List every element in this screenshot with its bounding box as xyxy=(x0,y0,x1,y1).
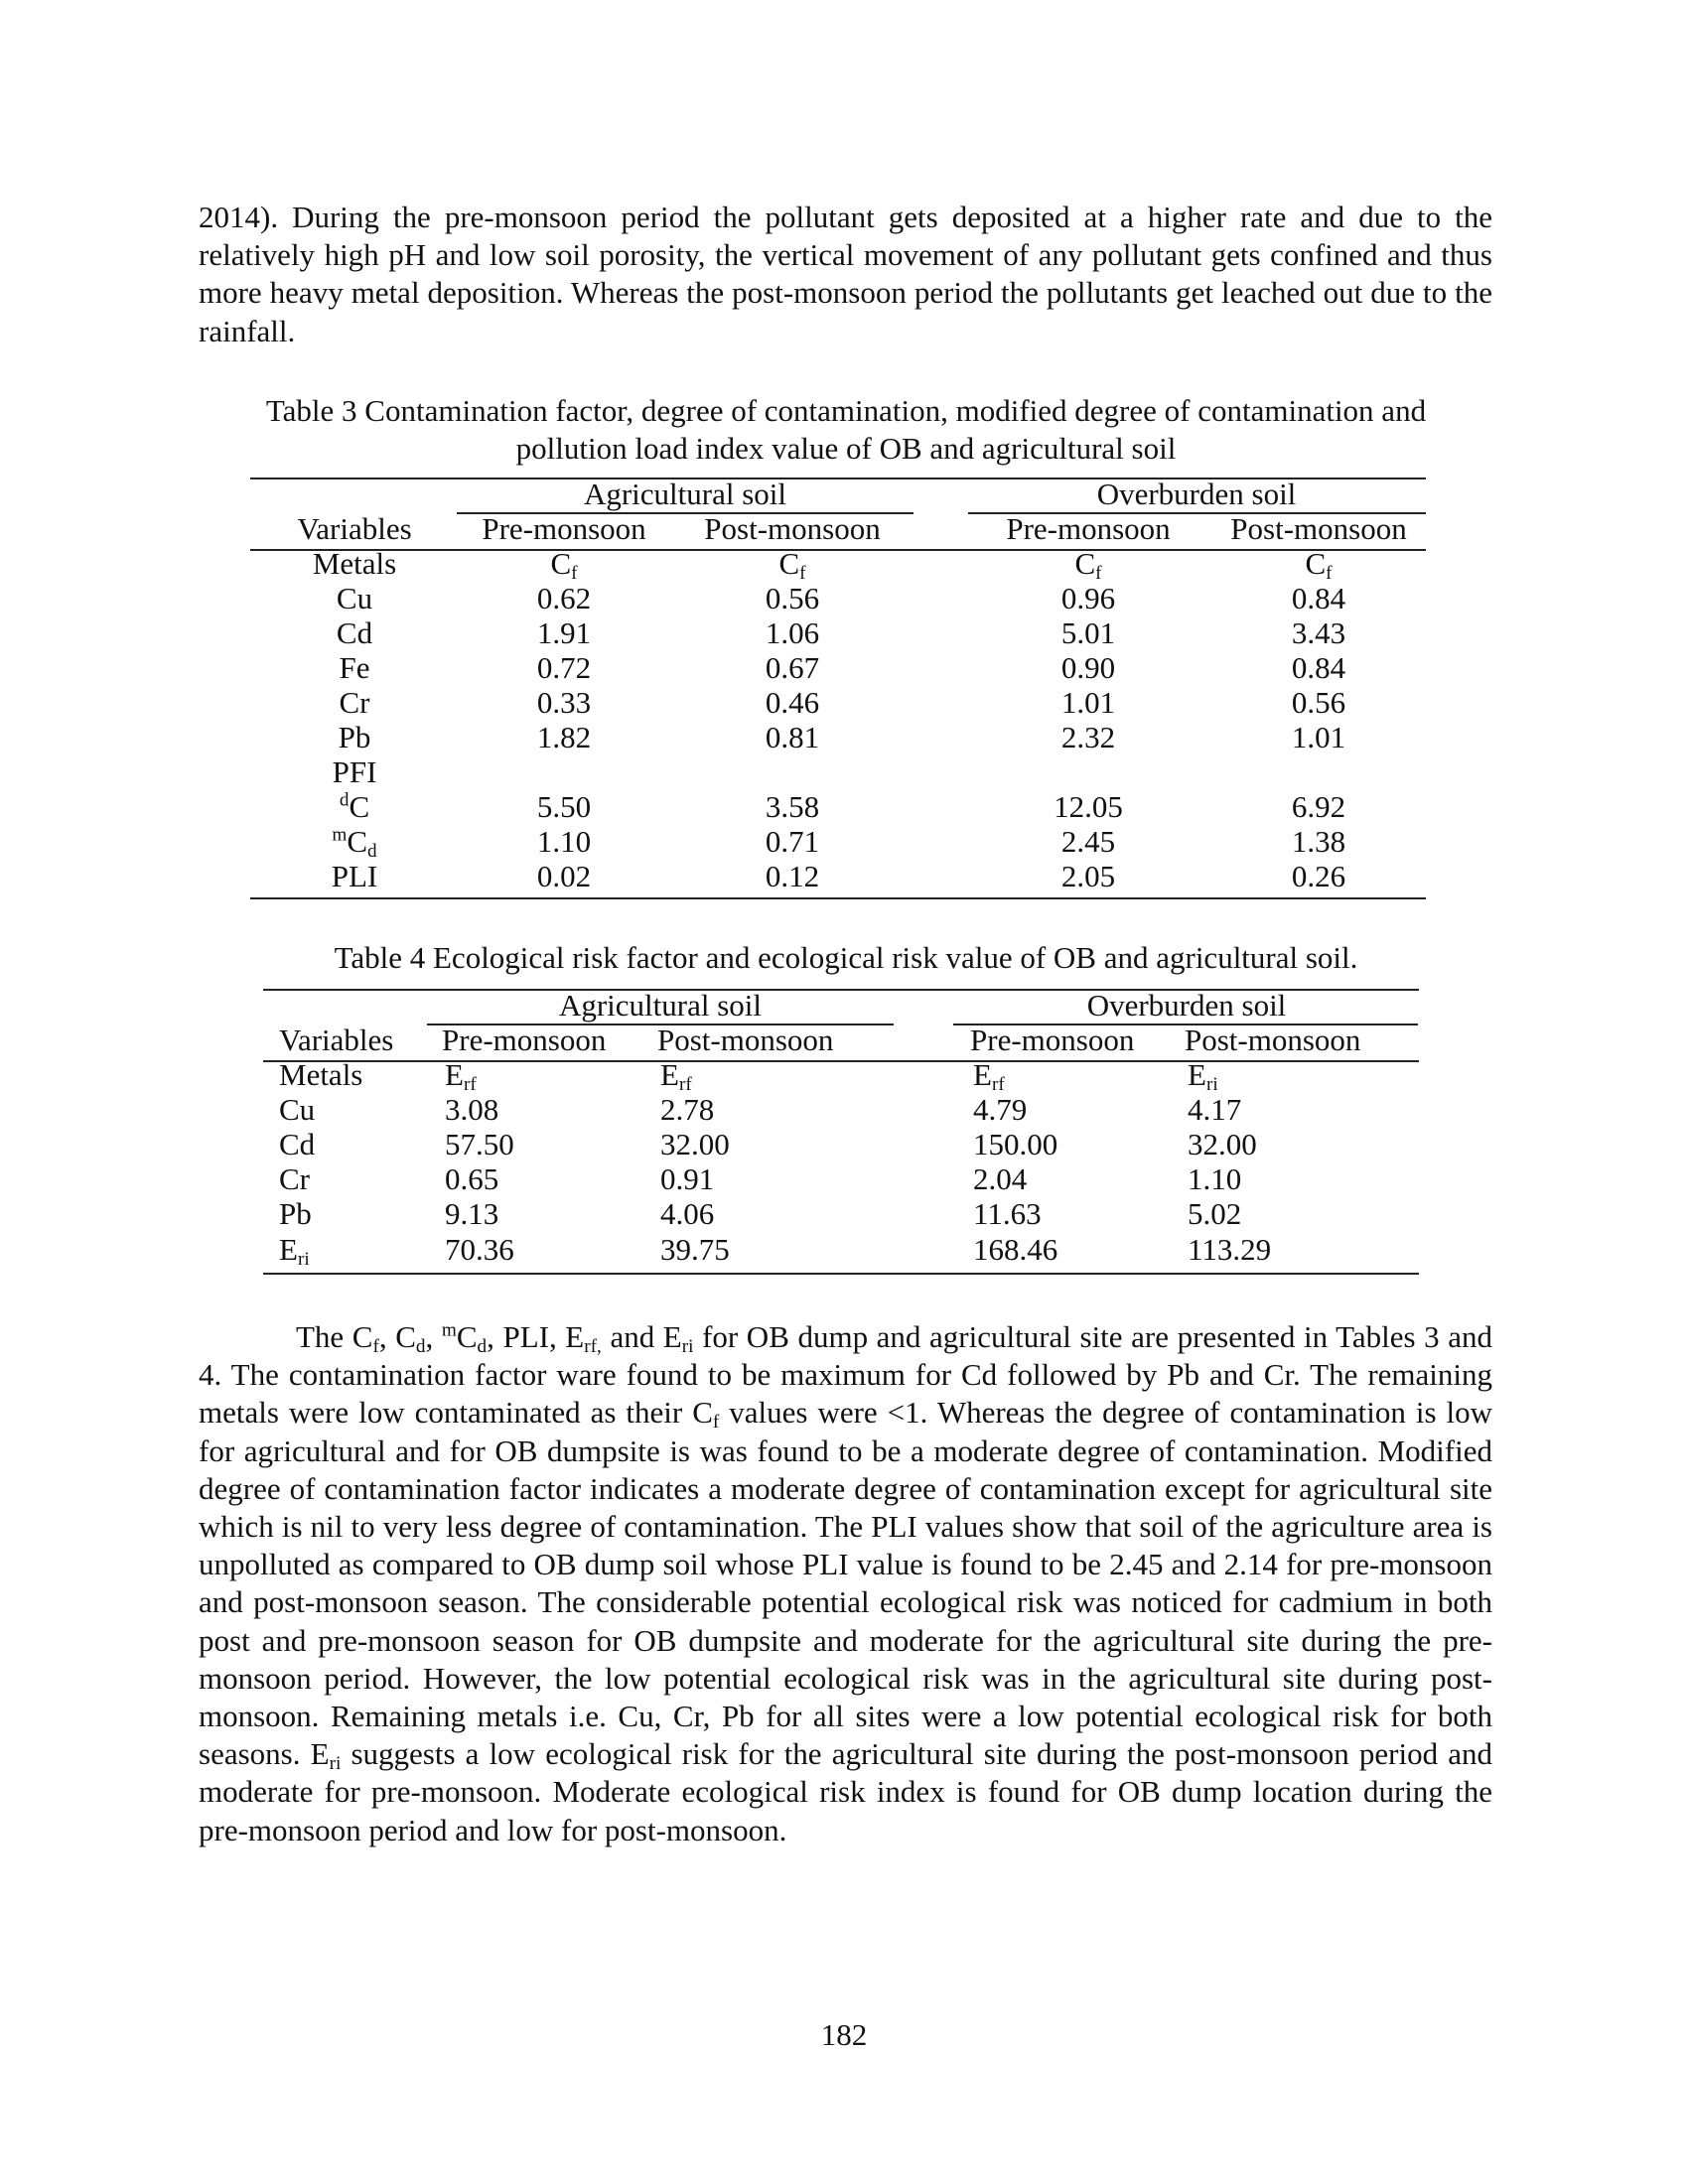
table4-cell: 3.08 xyxy=(445,1092,499,1127)
table3-cell: 1.82 xyxy=(536,720,592,754)
table3-cell: 5.50 xyxy=(536,789,592,824)
table3-cell: 5.01 xyxy=(1060,615,1116,650)
table3-cell: 0.84 xyxy=(1291,650,1346,685)
table4-cell: 32.00 xyxy=(660,1127,730,1161)
table3-caption xyxy=(159,392,1533,468)
table4-eri-label: $E_{ri}$ xyxy=(279,1232,310,1270)
table3-cell: 2.32 xyxy=(1060,720,1116,754)
table3-cell: 3.58 xyxy=(765,789,820,824)
table3-cell: 0.72 xyxy=(536,650,592,685)
table4-cell: 5.02 xyxy=(1188,1196,1242,1231)
table3-cell: 0.90 xyxy=(1060,650,1116,685)
table3-cell: 2.45 xyxy=(1060,824,1116,859)
table3-cell: 0.81 xyxy=(765,720,820,754)
table4-cell: 11.63 xyxy=(973,1196,1042,1231)
table4-cell: 2.78 xyxy=(660,1092,715,1127)
table4-erf-header: $E_{rf}$ xyxy=(660,1057,692,1095)
table3-cf-header: $C_f$ xyxy=(1074,546,1102,584)
table3-cell: 6.92 xyxy=(1291,789,1346,824)
table4-cell: 9.13 xyxy=(445,1196,499,1231)
table4-cell: 113.29 xyxy=(1188,1232,1272,1267)
table3-cell: 0.71 xyxy=(765,824,820,859)
table4-cell: 57.50 xyxy=(445,1127,514,1161)
table3-cell: 0.84 xyxy=(1291,581,1346,615)
table4-erf-header: $E_{rf}$ xyxy=(445,1057,477,1095)
table3-caption-line1: Table 3 Contamination factor, degree of contamination, modified degree of contamination and xyxy=(265,393,1427,428)
discussion-paragraph: The $C_f$, $C_d$, $^mC_d$, PLI, $E_{rf,}$ and $E_{ri}$ for OB dump and agricultural site are presented in Tables 3 and 4. The contamination factor ware found to be maximum for Cd followed by Pb and Cr. The remaining metals were low contaminated as their $C_f$ values were <1. Whereas the degree of contamination is low for agricultural and for OB dumpsite is was found to be a moderate degree of contamination. Modified degree of contamination factor indicates a moderate degree of contamination except for agricultural site which is nil to very less degree of contamination. The PLI values show that soil of the agriculture area is unpolluted as compared to OB dump soil whose PLI value is found to be 2.45 and 2.14 for pre-monsoon and post-monsoon season. The considerable potential ecological risk was noticed for cadmium in both post and pre-monsoon season for OB dumpsite and moderate for the agricultural site during the pre-monsoon period. However, the low potential ecological risk was in the agricultural site during post-monsoon. Remaining metals i.e. Cu, Cr, Pb for all sites were a low potential ecological risk for both seasons. $E_{ri}$ suggests a low ecological risk for the agricultural site during the post-monsoon period and moderate for pre-monsoon. Moderate ecological risk index is found for OB dump location during the pre-monsoon period and low for post-monsoon. xyxy=(199,1319,1493,1847)
table3-cell: 2.05 xyxy=(1060,859,1116,893)
table3-col-variables: Variables xyxy=(297,511,412,546)
table4-cell: 0.65 xyxy=(445,1161,499,1196)
table3-cell: 1.06 xyxy=(765,615,820,650)
table4-cell: 4.06 xyxy=(660,1196,715,1231)
table4-eri-header: $E_{ri}$ xyxy=(1188,1057,1218,1095)
table4-bottom-rule xyxy=(263,1273,1419,1275)
table3-row-label: Cd xyxy=(336,615,373,650)
table3-cell: 1.38 xyxy=(1291,824,1346,859)
table4-col-ob-post: Post-monsoon xyxy=(1185,1023,1361,1057)
table4-col-agri-post: Post-monsoon xyxy=(657,1023,834,1057)
table4-row-label: Pb xyxy=(279,1196,312,1231)
table4-col-variables: Variables xyxy=(279,1023,394,1057)
table3-pfi-label: PFI xyxy=(332,754,377,789)
table4-caption: Table 4 Ecological risk factor and ecological risk value of OB and agricultural soil. xyxy=(334,940,1358,975)
table4-group-agricultural: Agricultural soil xyxy=(558,988,763,1023)
table3-cell: 1.10 xyxy=(536,824,592,859)
table3-cell: 1.01 xyxy=(1291,720,1346,754)
table3-group-overburden: Overburden soil xyxy=(1096,477,1297,511)
table4-row-label: Cr xyxy=(279,1161,310,1196)
table3-row-label: Fe xyxy=(339,650,370,685)
table4-metals-label: Metals xyxy=(279,1057,363,1092)
table4-cell: 2.04 xyxy=(973,1161,1028,1196)
table4-erf-header: $E_{rf}$ xyxy=(973,1057,1005,1095)
table4-cell: 1.10 xyxy=(1188,1161,1242,1196)
table3-pli-label: PLI xyxy=(331,859,378,893)
table4-cell: 168.46 xyxy=(973,1232,1058,1267)
table4-cell: 4.17 xyxy=(1188,1092,1242,1127)
table4-row-label: Cu xyxy=(279,1092,316,1127)
table3-cell: 0.46 xyxy=(765,685,820,720)
table3-row-label: Cu xyxy=(336,581,373,615)
page-number: 182 xyxy=(820,2017,868,2052)
table3-col-agri-pre: Pre-monsoon xyxy=(482,511,646,546)
table3-group-agricultural: Agricultural soil xyxy=(583,477,787,511)
table3-metals-label: Metals xyxy=(312,546,397,581)
table3-cell: 0.26 xyxy=(1291,859,1346,893)
table3-cell: 0.96 xyxy=(1060,581,1116,615)
table3-cell: 0.12 xyxy=(765,859,820,893)
table3-mcd-label: $^mC_d$ xyxy=(332,824,377,862)
table3-cell: 1.01 xyxy=(1060,685,1116,720)
table3-cell: 1.91 xyxy=(536,615,592,650)
table3-cell: 0.02 xyxy=(536,859,592,893)
table3-cell: 0.62 xyxy=(536,581,592,615)
table3-cf-header: $C_f$ xyxy=(778,546,806,584)
intro-paragraph: 2014). During the pre-monsoon period the pollutant gets deposited at a higher rate and due to the relatively high pH and low soil porosity, the vertical movement of any pollutant gets confined and thus more heavy metal deposition. Whereas the post-monsoon period the pollutants get leached out due to the rainfall. xyxy=(199,200,1492,348)
table3-cell: 0.33 xyxy=(536,685,592,720)
table4-group-overburden: Overburden soil xyxy=(1086,988,1287,1023)
table4-cell: 4.79 xyxy=(973,1092,1028,1127)
table3-cell: 12.05 xyxy=(1054,789,1123,824)
table3-bottom-rule xyxy=(250,897,1426,899)
table4-cell: 70.36 xyxy=(445,1232,514,1267)
table4-cell: 0.91 xyxy=(660,1161,715,1196)
table3-cell: 0.56 xyxy=(765,581,820,615)
table3-dc-label: $^d$C xyxy=(339,789,370,824)
table3-cf-header: $C_f$ xyxy=(550,546,578,584)
table3-cell: 3.43 xyxy=(1291,615,1346,650)
table3-col-ob-pre: Pre-monsoon xyxy=(1006,511,1171,546)
table4-col-ob-pre: Pre-monsoon xyxy=(970,1023,1135,1057)
table3-cell: 0.67 xyxy=(765,650,820,685)
table3-row-label: Cr xyxy=(339,685,370,720)
table4-cell: 32.00 xyxy=(1188,1127,1257,1161)
table4-row-label: Cd xyxy=(279,1127,316,1161)
table3-cf-header: $C_f$ xyxy=(1305,546,1333,584)
table3-cell: 0.56 xyxy=(1291,685,1346,720)
table3-col-ob-post: Post-monsoon xyxy=(1230,511,1407,546)
table4-cell: 39.75 xyxy=(660,1232,730,1267)
table3-caption-line2: pollution load index value of OB and agricultural soil xyxy=(515,431,1177,466)
table3-row-label: Pb xyxy=(338,720,371,754)
table4-header-rule xyxy=(263,1060,1419,1062)
table4-cell: 150.00 xyxy=(973,1127,1058,1161)
table4-col-agri-pre: Pre-monsoon xyxy=(442,1023,607,1057)
table3-col-agri-post: Post-monsoon xyxy=(704,511,881,546)
